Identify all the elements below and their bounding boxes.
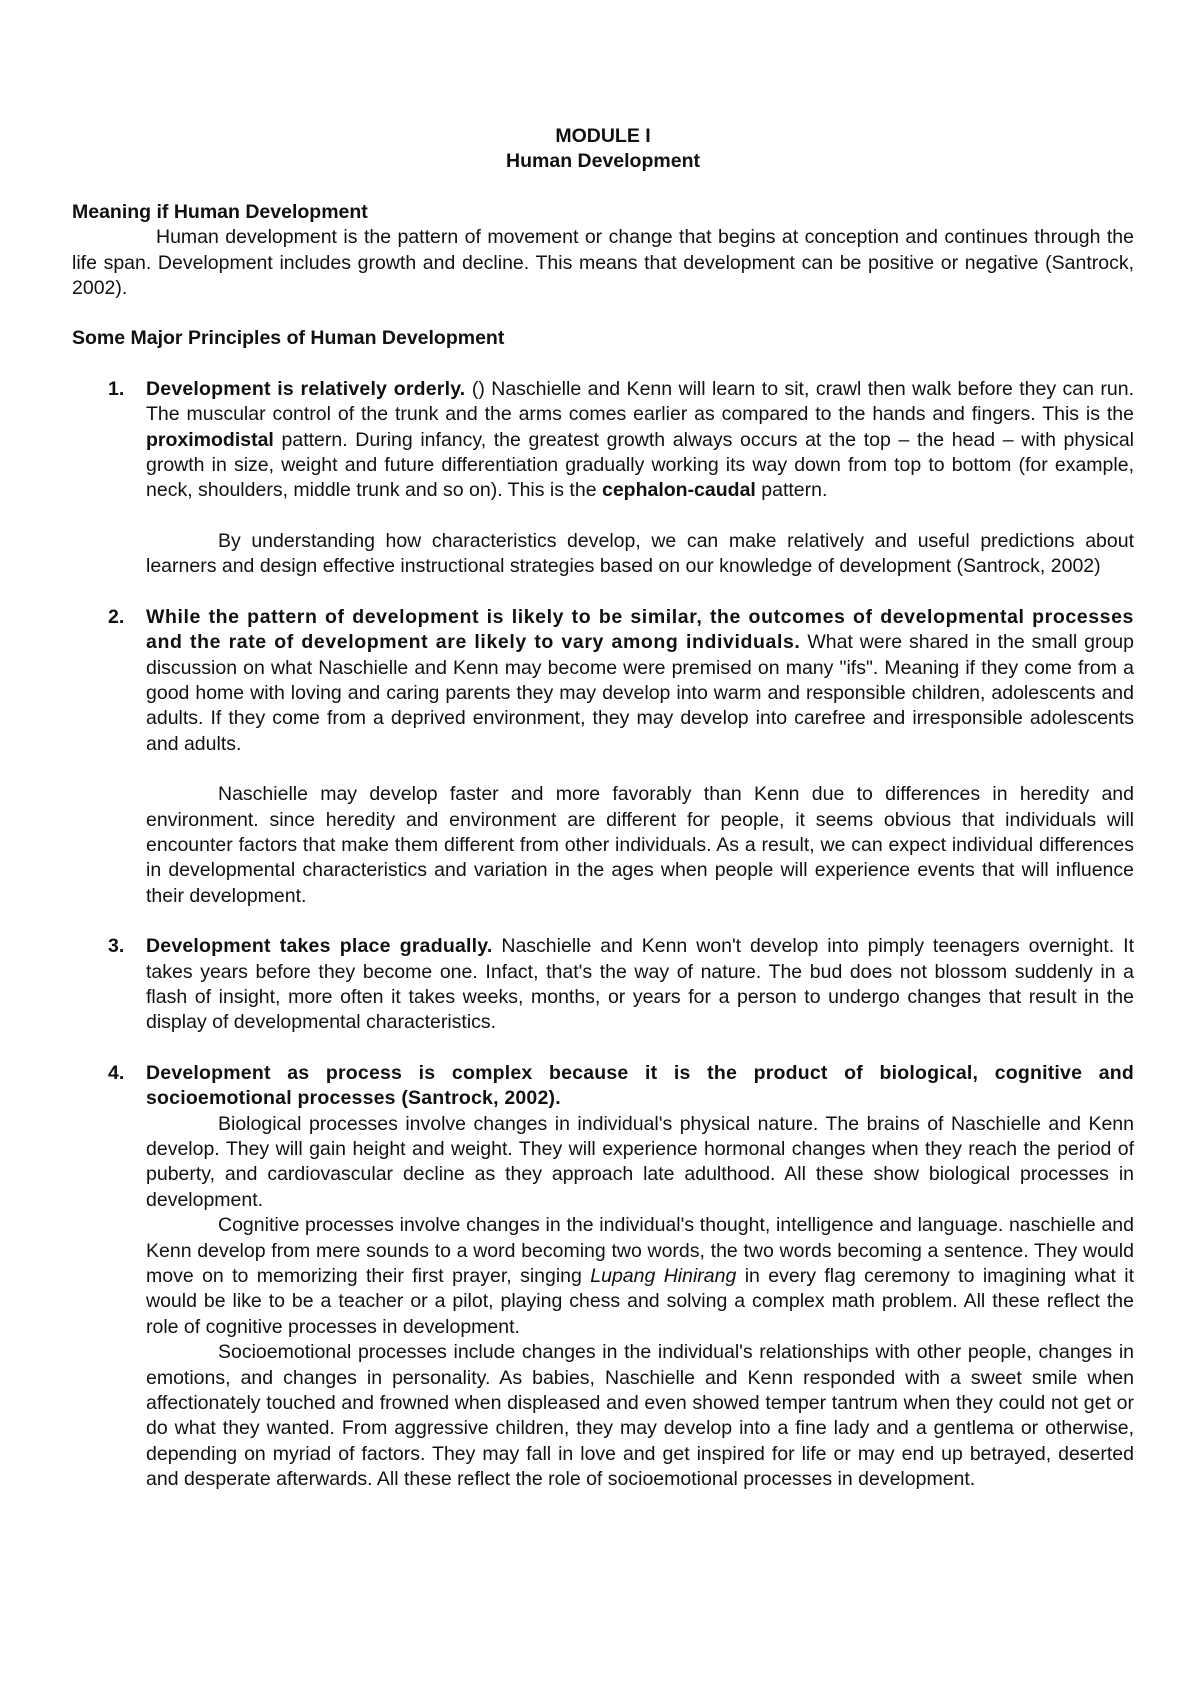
principle-item	[72, 934, 1134, 1036]
principle-item	[72, 377, 1134, 580]
principle-subparagraph: Naschielle may develop faster and more favorably than Kenn due to differences in heredity and environment. since heredity and environment are different for people, it seems obvious that individuals will encounter factors that make them different from other individuals. As a result, we can expect individual differences in developmental characteristics and variation in the ages when people will experience events that will influence their development.	[146, 783, 1134, 907]
song-title: Lupang Hinirang	[590, 1265, 737, 1288]
meaning-paragraph: Human development is the pattern of movement or change that begins at conception and continues through the life span. Development includes growth and decline. This means that development can be positive or negative (Santrock, 2002).	[72, 226, 1134, 300]
principle-item	[72, 605, 1134, 909]
cognitive-paragraph	[146, 1213, 1134, 1340]
cognitive-text: Cognitive processes involve changes in the individual's thought, intelligence and language. naschielle and Kenn develop from mere sounds to a word becoming two words, the two words becoming a sentence. They would move on to memorizing their first prayer, singing	[146, 1214, 1134, 1288]
principle-paragraph	[146, 605, 1134, 757]
principle-paragraph	[146, 934, 1134, 1036]
socioemotional-paragraph: Socioemotional processes include changes in the individual's relationships with other people, changes in emotions, and changes in personality. As babies, Naschielle and Kenn responded with a sweet smile when affectionately touched and frowned when displeased and even showed temper tantrum when they could not get or do what they wanted. From aggressive children, they may develop into a fine lady and a gentlema or otherwise, depending on myriad of factors. They may fall in love and get inspired for life or may end up betrayed, deserted and desperate afterwards. All these reflect the role of socioemotional processes in development.	[146, 1341, 1134, 1491]
meaning-heading: Meaning if Human Development	[72, 200, 368, 223]
principles-list	[72, 377, 1134, 1493]
principle-text: What were shared in the small group discussion on what Naschielle and Kenn may become were premised on many "ifs". Meaning if they come from a good home with loving and caring parents they may develop into warm and responsible children, adolescents and adults. If they come from a deprived environment, they may develop into carefree and irresponsible adolescents and adults.	[146, 631, 1134, 755]
title-block	[72, 124, 1134, 175]
principle-lead: Development takes place gradually.	[146, 935, 493, 958]
principle-number: 2.	[108, 605, 125, 628]
page-title: Human Development	[506, 150, 700, 173]
principle-item	[72, 1061, 1134, 1493]
principle-number: 4.	[108, 1061, 125, 1084]
term-proximodistal: proximodistal	[146, 428, 274, 451]
principles-heading: Some Major Principles of Human Development	[72, 327, 505, 350]
principle-text: Naschielle and Kenn won't develop into pimply teenagers overnight. It takes years before they become one. Infact, that's the way of nature. The bud does not blossom suddenly in a flash of insight, more often it takes weeks, months, or years for a person to undergo changes that result in the display of developmental characteristics.	[146, 935, 1134, 1034]
principle-paragraph	[146, 377, 1134, 504]
cognitive-text: in every flag ceremony to imagining what it would be like to be a teacher or a pilot, playing chess and solving a complex math problem. All these reflect the role of cognitive processes in development.	[146, 1265, 1134, 1338]
principle-text: pattern.	[755, 479, 828, 502]
principle-lead: Development as process is complex because it is the product of biological, cognitive and socioemotional processes (Santrock, 2002).	[146, 1061, 1134, 1110]
principle-subparagraph: By understanding how characteristics develop, we can make relatively and useful predictions about learners and design effective instructional strategies based on our knowledge of development (Santrock, 2002)	[146, 529, 1134, 578]
module-label: MODULE I	[555, 125, 651, 147]
principle-paragraph	[146, 1061, 1134, 1112]
biological-paragraph: Biological processes involve changes in individual's physical nature. The brains of Naschielle and Kenn develop. They will gain height and weight. They will experience hormonal changes when they reach the period of puberty, and cardiovascular decline as they approach late adulthood. All these show biological processes in development.	[146, 1112, 1134, 1211]
principle-lead: While the pattern of development is likely to be similar, the outcomes of developmental processes and the rate of development are likely to vary among individuals.	[146, 605, 1134, 654]
principle-text: pattern. During infancy, the greatest growth always occurs at the top – the head – with physical growth in size, weight and future differentiation gradually working its way down from top to bottom (for example, neck, shoulders, middle trunk and so on). This is the	[146, 428, 1134, 502]
principle-lead: Development is relatively orderly.	[146, 377, 466, 400]
principle-number: 3.	[108, 935, 125, 958]
principle-text: () Naschielle and Kenn will learn to sit, crawl then walk before they can run. The muscular control of the trunk and the arms comes earlier as compared to the hands and fingers. This is the	[146, 377, 1134, 426]
principle-number: 1.	[108, 377, 125, 400]
term-cephalon-caudal: cephalon-caudal	[601, 479, 756, 502]
